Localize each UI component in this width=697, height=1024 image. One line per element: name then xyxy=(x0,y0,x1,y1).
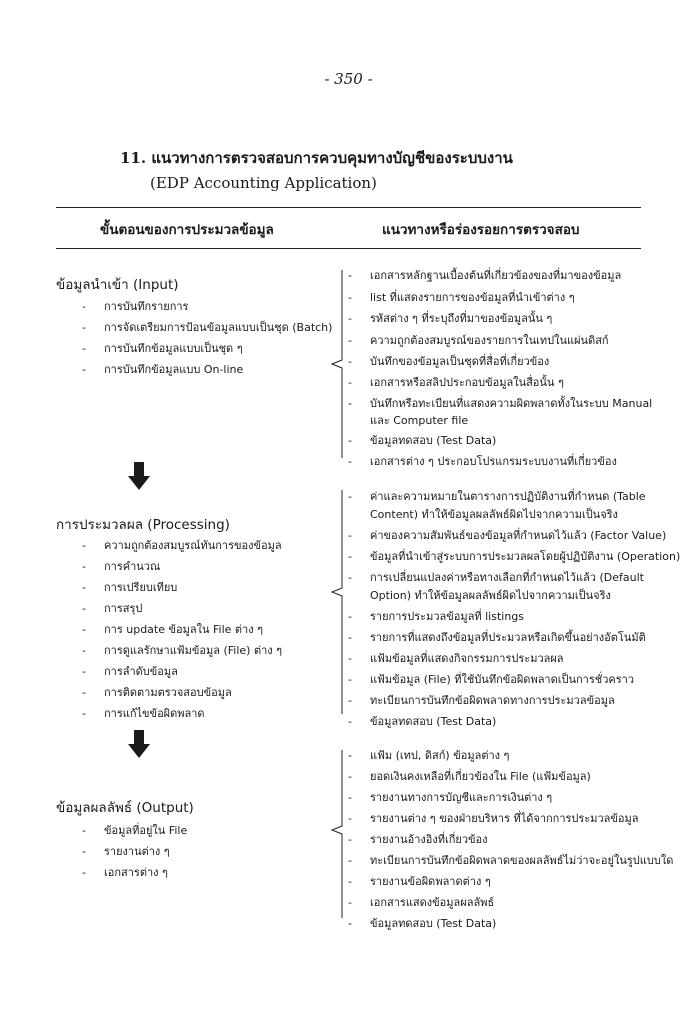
list-dash: - xyxy=(348,694,352,707)
list-dash: - xyxy=(82,824,86,837)
processing-item: - การลำดับข้อมูล xyxy=(82,665,178,678)
list-dash: - xyxy=(82,539,86,552)
processing-trail-item: - แฟ้มข้อมูล (File) ที่ใช้บันทึกข้อผิดพลาดเป็นการชั่วคราว xyxy=(348,673,635,686)
input-trail-item: - เอกสารหลักฐานเบื้องต้นที่เกี่ยวข้องของที่มาของข้อมูล xyxy=(348,269,622,282)
section-subtitle: (EDP Accounting Application) xyxy=(150,174,377,192)
output-heading: ข้อมูลผลลัพธ์ (Output) xyxy=(56,800,194,816)
output-trail-item: - ยอดเงินคงเหลือที่เกี่ยวข้องใน File (แฟ้มข้อมูล) xyxy=(348,770,591,783)
processing-trail-item: - ค่าของความสัมพันธ์ของข้อมูลที่กำหนดไว้แล้ว (Factor Value) xyxy=(348,529,667,542)
input-trail-item: - รหัสต่าง ๆ ที่ระบุถึงที่มาของข้อมูลนั้น ๆ xyxy=(348,312,553,325)
input-trail-item: - ความถูกต้องสมบูรณ์ของรายการในเทปในแผ่นดิสก์ xyxy=(348,334,609,347)
table-top-rule xyxy=(56,207,641,208)
output-trail-item: - รายงานทางการบัญชีและการเงินต่าง ๆ xyxy=(348,791,553,804)
list-dash: - xyxy=(348,550,352,563)
list-dash: - xyxy=(82,560,86,573)
list-dash: - xyxy=(82,300,86,313)
list-dash: - xyxy=(348,455,352,468)
list-dash: - xyxy=(348,269,352,282)
processing-item: - การสรุป xyxy=(82,602,143,615)
output-brace xyxy=(330,748,344,920)
column-header-right: แนวทางหรือร่องรอยการตรวจสอบ xyxy=(382,222,580,238)
processing-heading: การประมวลผล (Processing) xyxy=(56,517,230,533)
input-trail-item: - list ที่แสดงรายการของข้อมูลที่นำเข้าต่าง ๆ xyxy=(348,291,575,304)
list-dash: - xyxy=(82,686,86,699)
processing-brace xyxy=(330,488,344,716)
processing-trail-item: - การเปลี่ยนแปลงค่าหรือทางเลือกที่กำหนดไว้แล้ว (Default xyxy=(348,571,644,584)
processing-item: - การคำนวณ xyxy=(82,560,161,573)
processing-trail-item: - รายการประมวลข้อมูลที่ listings xyxy=(348,610,525,623)
processing-trail-item: - ทะเบียนการบันทึกข้อผิดพลาดทางการประมวลข้อมูล xyxy=(348,694,615,707)
processing-trail-item: - รายการที่แสดงถึงข้อมูลที่ประมวลหรือเกิดขึ้นอย่างอัตโนมัติ xyxy=(348,631,646,644)
list-dash: - xyxy=(82,602,86,615)
input-trail-item: - ข้อมูลทดสอบ (Test Data) xyxy=(348,434,497,447)
output-item: - รายงานต่าง ๆ xyxy=(82,845,170,858)
list-dash: - xyxy=(82,665,86,678)
list-dash: - xyxy=(348,770,352,783)
list-dash: - xyxy=(348,312,352,325)
output-trail-item: - แฟ้ม (เทป, ดิสก์) ข้อมูลต่าง ๆ xyxy=(348,749,510,762)
section-title: 11. แนวทางการตรวจสอบการควบคุมทางบัญชีของระบบงาน xyxy=(120,149,513,167)
list-dash: - xyxy=(82,363,86,376)
list-dash: - xyxy=(82,321,86,334)
processing-item: - การแก้ไขข้อผิดพลาด xyxy=(82,707,205,720)
list-dash: - xyxy=(348,673,352,686)
output-item: - ข้อมูลที่อยู่ใน File xyxy=(82,824,188,837)
list-dash: - xyxy=(82,581,86,594)
list-dash: - xyxy=(348,791,352,804)
list-dash: - xyxy=(82,623,86,636)
input-trail-item: - บันทึกหรือทะเบียนที่แสดงความผิดพลาดทั้งในระบบ Manual xyxy=(348,397,653,410)
input-item: - การจัดเตรียมการป้อนข้อมูลแบบเป็นชุด (Batch) xyxy=(82,321,333,334)
list-dash: - xyxy=(82,644,86,657)
list-dash: - xyxy=(348,833,352,846)
table-header-rule xyxy=(56,248,641,249)
output-trail-item: - รายงานข้อผิดพลาดต่าง ๆ xyxy=(348,875,491,888)
input-item: - การบันทึกข้อมูลแบบเป็นชุด ๆ xyxy=(82,342,243,355)
input-item: - การบันทึกข้อมูลแบบ On-line xyxy=(82,363,244,376)
input-trail-item: - บันทึกของข้อมูลเป็นชุดที่สื่อที่เกี่ยวข้อง xyxy=(348,355,550,368)
list-dash: - xyxy=(348,334,352,347)
processing-item: - การติดตามตรวจสอบข้อมูล xyxy=(82,686,232,699)
input-brace xyxy=(330,268,344,460)
input-trail-item: - เอกสารต่าง ๆ ประกอบโปรแกรมระบบงานที่เกี่ยวข้อง xyxy=(348,455,617,468)
input-heading: ข้อมูลนำเข้า (Input) xyxy=(56,277,179,293)
list-dash: - xyxy=(348,854,352,867)
list-dash: - xyxy=(348,812,352,825)
output-trail-item: - เอกสารแสดงข้อมูลผลลัพธ์ xyxy=(348,896,495,909)
page-number: - 350 - xyxy=(324,70,373,88)
down-arrow-icon xyxy=(128,730,150,758)
list-dash: - xyxy=(82,342,86,355)
processing-item: - การเปรียบเทียบ xyxy=(82,581,178,594)
input-trail-continuation: และ Computer file xyxy=(370,414,469,427)
processing-trail-item: - แฟ้มข้อมูลที่แสดงกิจกรรมการประมวลผล xyxy=(348,652,564,665)
list-dash: - xyxy=(348,571,352,584)
processing-item: - การดูแลรักษาแฟ้มข้อมูล (File) ต่าง ๆ xyxy=(82,644,283,657)
list-dash: - xyxy=(82,866,86,879)
processing-trail-continuation: Content) ทำให้ข้อมูลผลลัพธ์ผิดไปจากความเป็นจริง xyxy=(370,508,618,521)
list-dash: - xyxy=(348,917,352,930)
list-dash: - xyxy=(348,490,352,503)
down-arrow-icon xyxy=(128,462,150,490)
list-dash: - xyxy=(348,749,352,762)
list-dash: - xyxy=(82,845,86,858)
list-dash: - xyxy=(348,875,352,888)
output-trail-item: - ข้อมูลทดสอบ (Test Data) xyxy=(348,917,497,930)
output-trail-item: - รายงานต่าง ๆ ของฝ่ายบริหาร ที่ได้จากการประมวลข้อมูล xyxy=(348,812,639,825)
processing-trail-continuation: Option) ทำให้ข้อมูลผลลัพธ์ผิดไปจากความเป็นจริง xyxy=(370,589,611,602)
list-dash: - xyxy=(348,434,352,447)
output-trail-item: - รายงานอ้างอิงที่เกี่ยวข้อง xyxy=(348,833,488,846)
list-dash: - xyxy=(348,610,352,623)
processing-trail-item: - ข้อมูลทดสอบ (Test Data) xyxy=(348,715,497,728)
list-dash: - xyxy=(82,707,86,720)
processing-trail-item: - ข้อมูลที่นำเข้าสู่ระบบการประมวลผลโดยผู้ปฏิบัติงาน (Operation) xyxy=(348,550,681,563)
list-dash: - xyxy=(348,376,352,389)
list-dash: - xyxy=(348,652,352,665)
list-dash: - xyxy=(348,529,352,542)
column-header-left: ขั้นตอนของการประมวลข้อมูล xyxy=(100,222,274,238)
list-dash: - xyxy=(348,896,352,909)
output-trail-item: - ทะเบียนการบันทึกข้อผิดพลาดของผลลัพธ์ไม่ว่าจะอยู่ในรูปแบบใด xyxy=(348,854,674,867)
processing-item: - ความถูกต้องสมบูรณ์ทันการของข้อมูล xyxy=(82,539,282,552)
output-item: - เอกสารต่าง ๆ xyxy=(82,866,168,879)
list-dash: - xyxy=(348,355,352,368)
list-dash: - xyxy=(348,291,352,304)
list-dash: - xyxy=(348,397,352,410)
list-dash: - xyxy=(348,631,352,644)
input-item: - การบันทึกรายการ xyxy=(82,300,189,313)
processing-item: - การ update ข้อมูลใน File ต่าง ๆ xyxy=(82,623,264,636)
processing-trail-item: - ค่าและความหมายในตารางการปฏิบัติงานที่กำหนด (Table xyxy=(348,490,646,503)
list-dash: - xyxy=(348,715,352,728)
input-trail-item: - เอกสารหรือสลิปประกอบข้อมูลในสื่อนั้น ๆ xyxy=(348,376,564,389)
